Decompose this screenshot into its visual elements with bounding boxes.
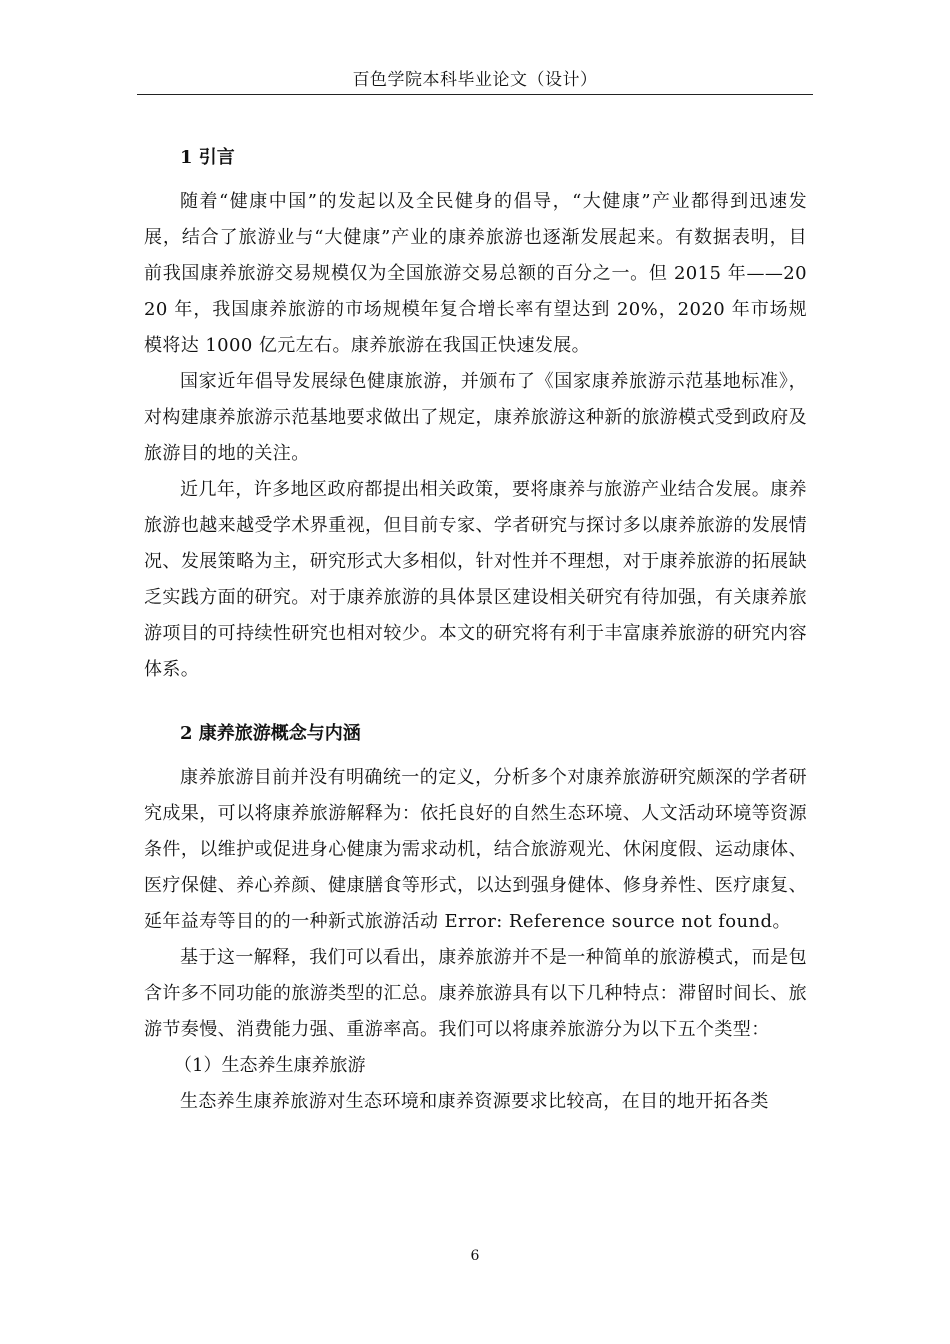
header-rule bbox=[137, 94, 813, 95]
running-header: 百色学院本科毕业论文（设计） bbox=[352, 70, 598, 90]
paragraph: 随着“健康中国”的发起以及全民健身的倡导，“大健康”产业都得到迅速发展，结合了旅游业与“大健康”产业的康养旅游也逐渐发展起来。有数据表明，目前我国康养旅游交易规模仅为全国旅游交易总额的百分之一。但 2015 年——2020 年，我国康养旅游的市场规模年复合增长率有望达到 20%，2020 年市场规模将达 1000 亿元左右。康养旅游在我国正快速发展。 bbox=[144, 191, 807, 356]
section-heading-introduction: 1 引言 bbox=[180, 147, 235, 168]
page-number: 6 bbox=[470, 1248, 480, 1264]
paragraph: 国家近年倡导发展绿色健康旅游，并颁布了《国家康养旅游示范基地标准》，对构建康养旅游示范基地要求做出了规定，康养旅游这种新的旅游模式受到政府及旅游目的地的关注。 bbox=[144, 371, 807, 464]
paragraph: 生态养生康养旅游对生态环境和康养资源要求比较高，在目的地开拓各类 bbox=[180, 1091, 769, 1112]
paragraph: 康养旅游目前并没有明确统一的定义，分析多个对康养旅游研究颇深的学者研究成果，可以将康养旅游解释为：依托良好的自然生态环境、人文活动环境等资源条件，以维护或促进身心健康为需求动机，结合旅游观光、休闲度假、运动康体、医疗保健、养心养颜、健康膳食等形式，以达到强身健体、修身养性、医疗康复、延年益寿等目的的一种新式旅游活动 Error: Reference source not found。 bbox=[144, 767, 807, 932]
section-heading-concept: 2 康养旅游概念与内涵 bbox=[180, 723, 361, 744]
subsection-heading: （1）生态养生康养旅游 bbox=[174, 1055, 366, 1076]
paragraph: 基于这一解释，我们可以看出，康养旅游并不是一种简单的旅游模式，而是包含许多不同功能的旅游类型的汇总。康养旅游具有以下几种特点：滞留时间长、旅游节奏慢、消费能力强、重游率高。我们可以将康养旅游分为以下五个类型： bbox=[144, 947, 807, 1040]
page-body bbox=[144, 140, 807, 1120]
paragraph: 近几年，许多地区政府都提出相关政策，要将康养与旅游产业结合发展。康养旅游也越来越受学术界重视，但目前专家、学者研究与探讨多以康养旅游的发展情况、发展策略为主，研究形式大多相似，针对性并不理想，对于康养旅游的拓展缺乏实践方面的研究。对于康养旅游的具体景区建设相关研究有待加强，有关康养旅游项目的可持续性研究也相对较少。本文的研究将有利于丰富康养旅游的研究内容体系。 bbox=[144, 479, 807, 680]
